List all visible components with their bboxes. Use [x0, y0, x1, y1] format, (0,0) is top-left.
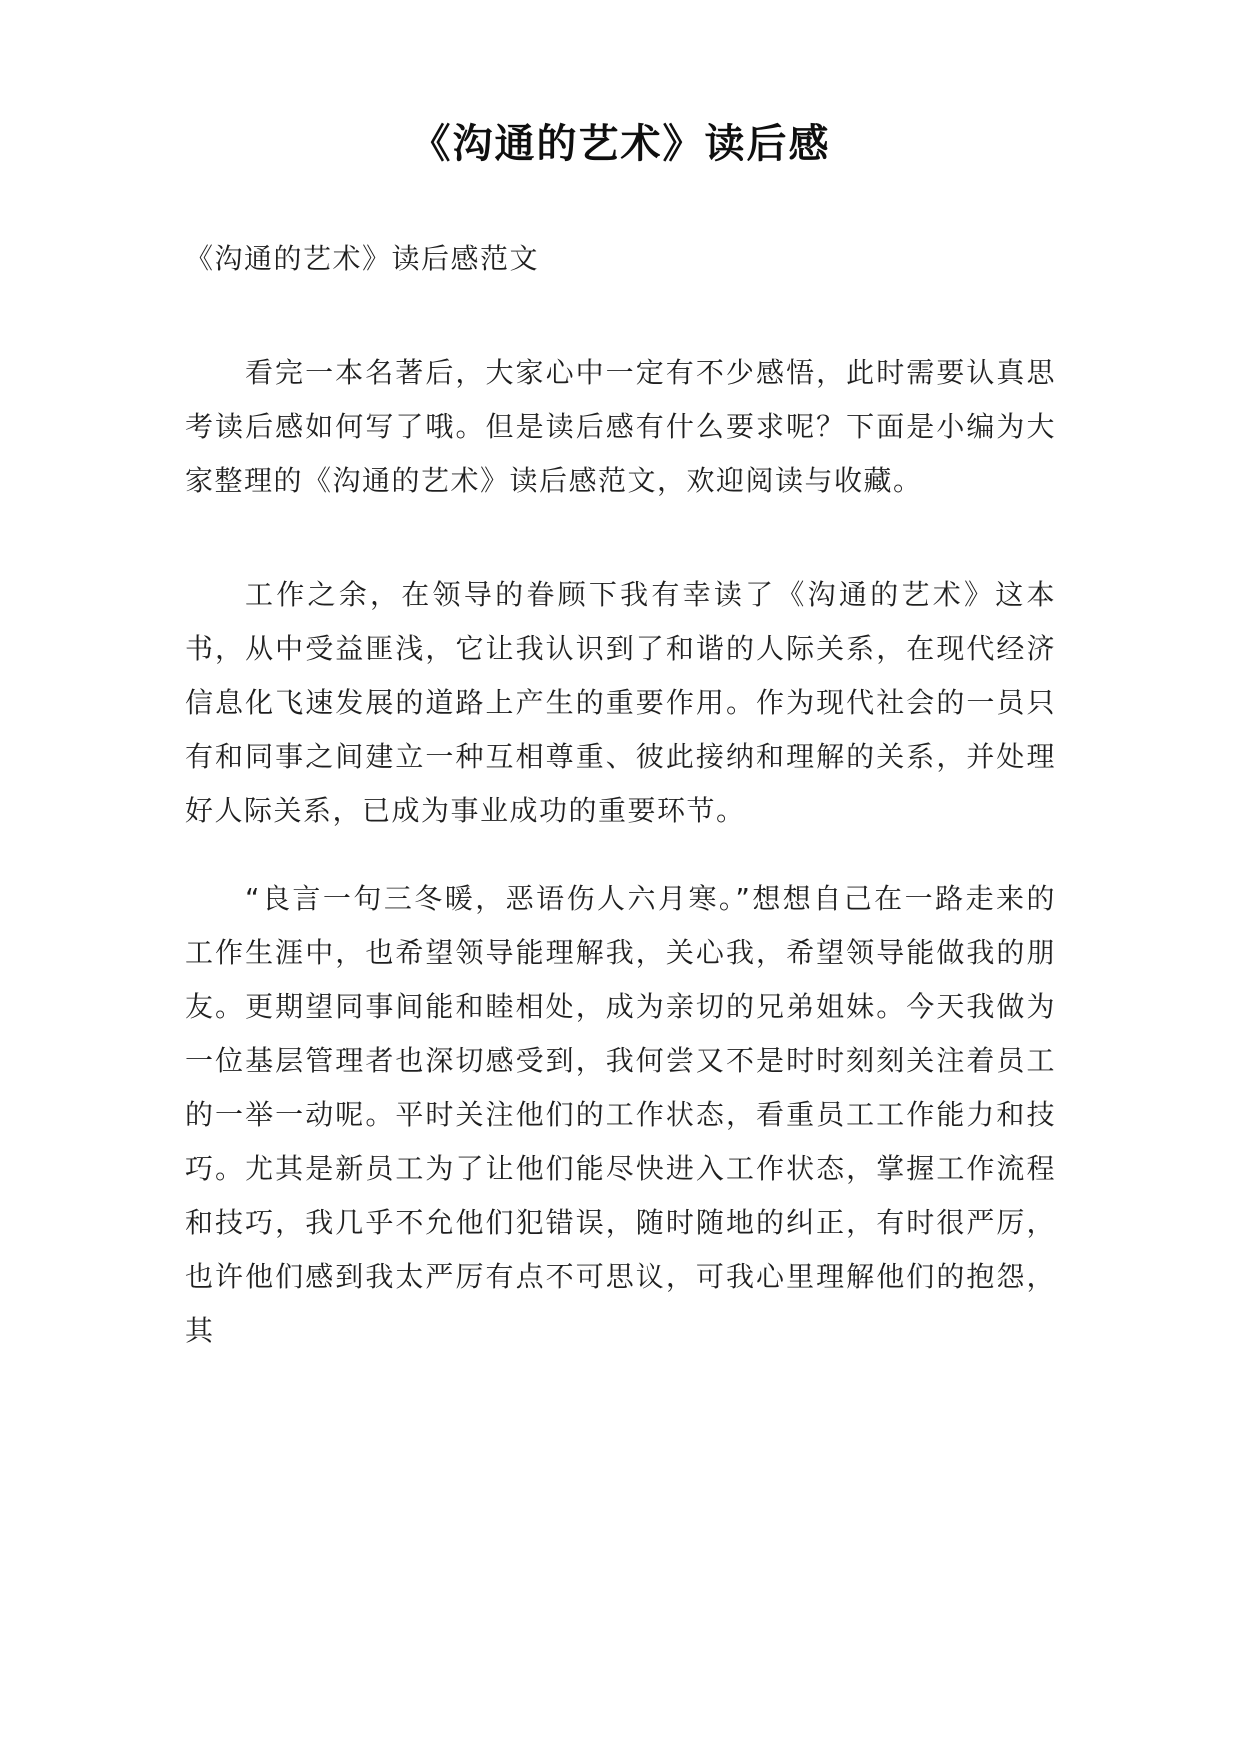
paragraph-body-2: “良言一句三冬暖，恶语伤人六月寒。”想想自己在一路走来的工作生涯中，也希望领导能理解我，关心我，希望领导能做我的朋友。更期望同事间能和睦相处，成为亲切的兄弟姐妹。今天我做为一位基层管理者也深切感受到，我何尝又不是时时刻刻关注着员工的一举一动呢。平时关注他们的工作状态，看重员工工作能力和技巧。尤其是新员工为了让他们能尽快进入工作状态，掌握工作流程和技巧，我几乎不允他们犯错误，随时随地的纠正，有时很严厉，也许他们感到我太严厉有点不可思议，可我心里理解他们的抱怨，其	[185, 882, 1056, 1347]
paragraph-spacer	[185, 542, 1056, 568]
page-title: 《沟通的艺术》读后感	[410, 121, 831, 167]
paragraph-spacer	[185, 320, 1056, 346]
paragraph-subtitle: 《沟通的艺术》读后感范文	[185, 242, 540, 275]
paragraph-body-1: 工作之余，在领导的眷顾下我有幸读了《沟通的艺术》这本书，从中受益匪浅，它让我认识到了和谐的人际关系，在现代经济信息化飞速发展的道路上产生的重要作用。作为现代社会的一员只有和同事之间建立一种互相尊重、彼此接纳和理解的关系，并处理好人际关系，已成为事业成功的重要环节。	[185, 578, 1056, 827]
paragraph-intro: 看完一本名著后，大家心中一定有不少感悟，此时需要认真思考读后感如何写了哦。但是读后感有什么要求呢？下面是小编为大家整理的《沟通的艺术》读后感范文，欢迎阅读与收藏。	[185, 356, 1056, 497]
